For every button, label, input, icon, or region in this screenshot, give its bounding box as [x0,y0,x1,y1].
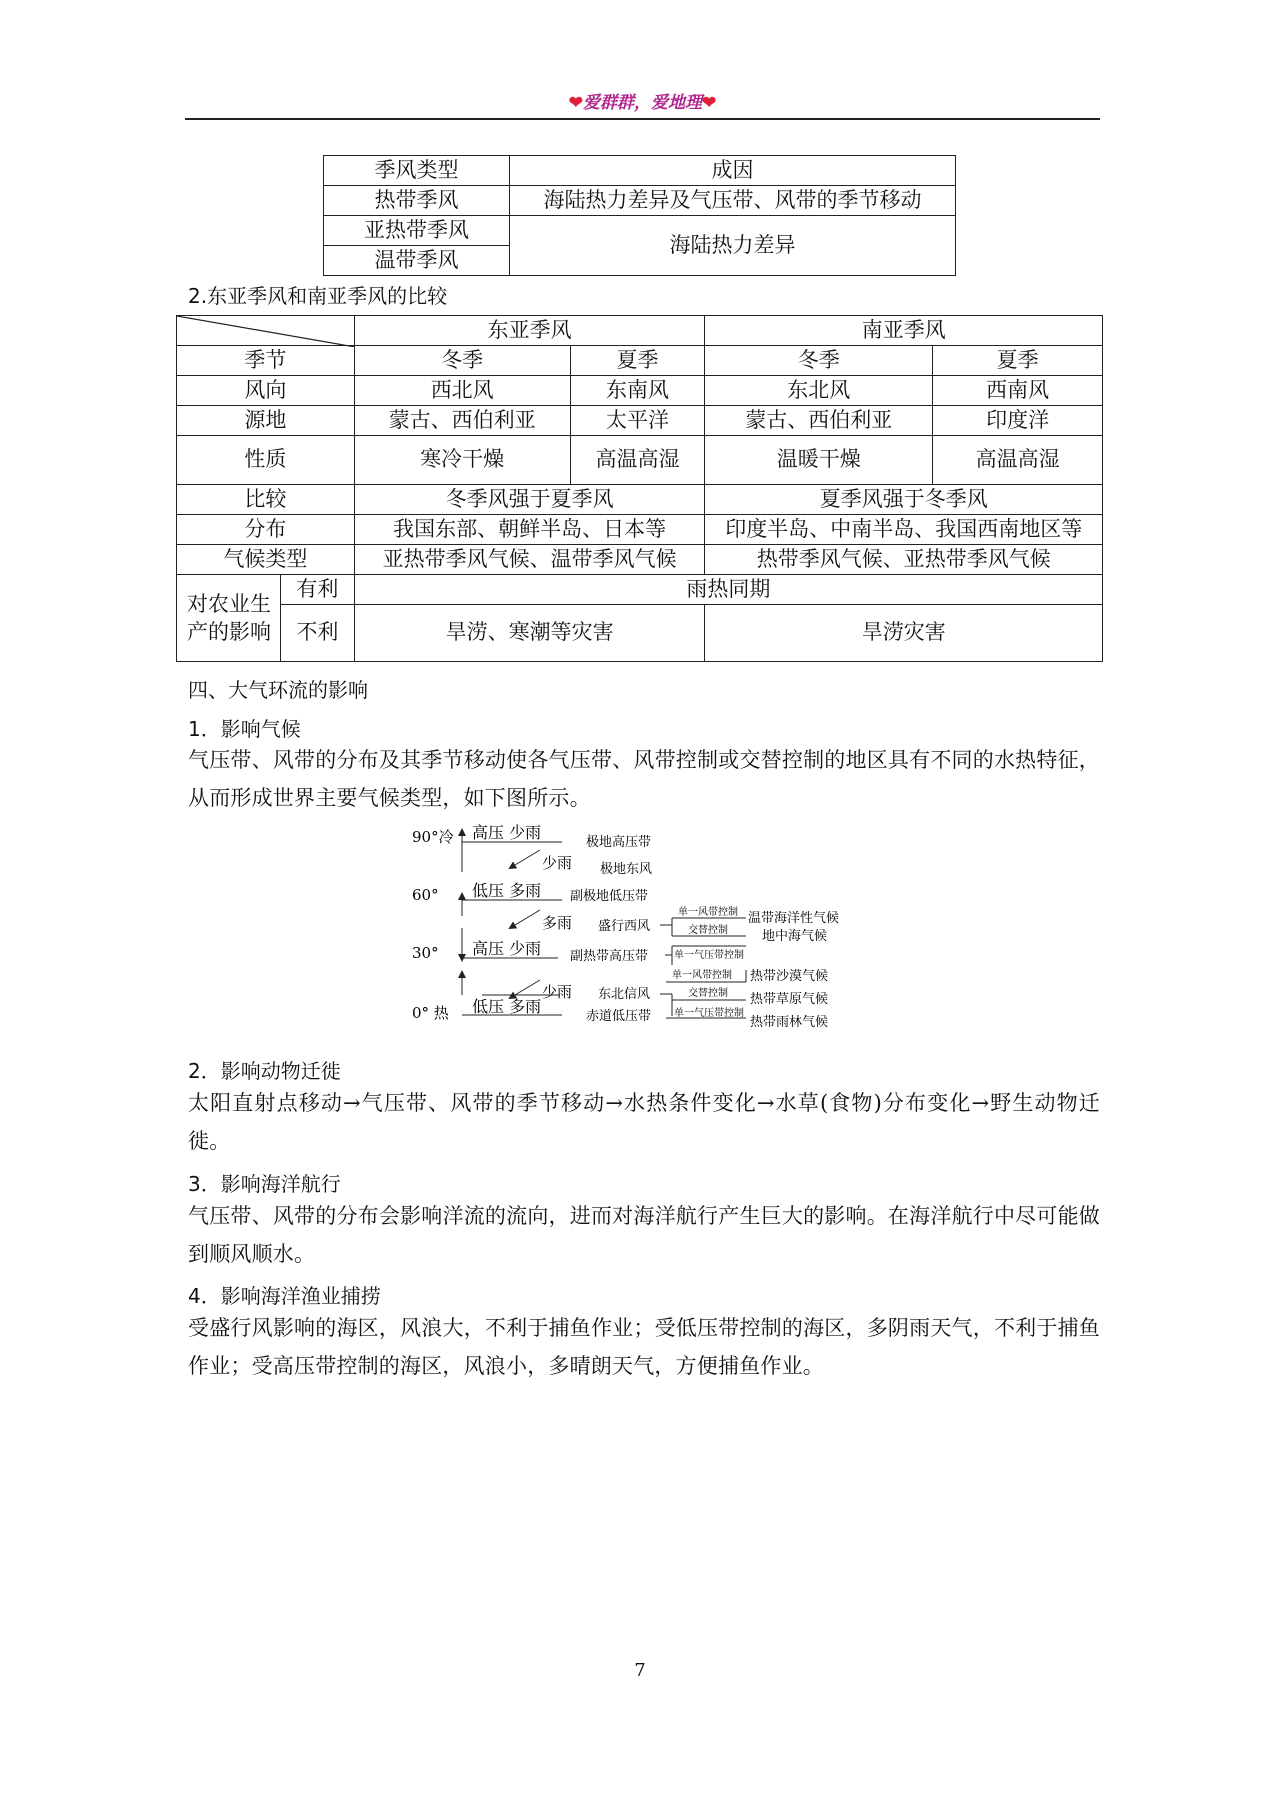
heart-icon: ❤ [568,93,583,113]
diagram-label: 热带草原气候 [750,992,829,1007]
diagram-label: 温带海洋性气候 [748,911,840,926]
diagram-label: 东北信风 [598,987,651,1002]
table-cell: 西南风 [933,376,1103,406]
page-number: 7 [634,1660,646,1681]
header-cell: 成因 [510,156,956,186]
diagram-label: 赤道低压带 [586,1009,652,1024]
diagram-label: 极地高压带 [586,835,652,850]
table-cell: 蒙古、西伯利亚 [705,406,933,436]
table-cell: 冬季风强于夏季风 [354,485,705,515]
row-label: 分布 [177,515,355,545]
table-cell: 太平洋 [570,406,705,436]
paragraph: 气压带、风带的分布会影响洋流的流向，进而对海洋航行产生巨大的影响。在海洋航行中尽可能做到顺风顺水。 [188,1204,1100,1266]
section-title: 2.东亚季风和南亚季风的比较 [188,284,448,308]
table-cell: 我国东部、朝鲜半岛、日本等 [354,515,705,545]
header-cell: 东亚季风 [354,316,705,346]
diagram-label: 单一气压带控制 [674,950,744,961]
row-label: 季节 [177,346,355,376]
lat-label: 0° 热 [412,1004,449,1022]
sub-label: 有利 [280,575,354,605]
table-cell: 夏季 [570,346,705,376]
table-cell: 冬季 [354,346,570,376]
diagram-label: 盛行西风 [598,919,651,934]
table-cell: 雨热同期 [354,575,1102,605]
diagonal-line [177,316,355,347]
subsection-title: 4．影响海洋渔业捕捞 [188,1284,381,1308]
header-text: 爱群群，爱地理 [583,93,702,113]
monsoon-comparison-table [176,315,1103,662]
table-cell: 热带季风气候、亚热带季风气候 [705,545,1103,575]
table-cell: 夏季 [933,346,1103,376]
table-cell: 旱涝、寒潮等灾害 [354,605,705,662]
table-cell: 印度洋 [933,406,1103,436]
diagram-label: 少雨 [542,854,573,872]
table-cell: 寒冷干燥 [354,436,570,485]
row-label: 比较 [177,485,355,515]
diagram-label: 热带雨林气候 [750,1015,829,1030]
subsection-title: 3．影响海洋航行 [188,1172,341,1196]
table-cell: 西北风 [354,376,570,406]
section-heading: 四、大气环流的影响 [188,678,368,702]
table-cell: 高温高湿 [570,436,705,485]
row-label: 气候类型 [177,545,355,575]
table-cell: 夏季风强于冬季风 [705,485,1103,515]
lat-label: 60° [412,886,439,904]
table-cell: 热带季风 [324,186,510,216]
monsoon-cause-table [323,155,956,276]
diagram-label: 单一风带控制 [678,907,738,918]
paragraph: 气压带、风带的分布及其季节移动使各气压带、风带控制或交替控制的地区具有不同的水热特征，从而形成世界主要气候类型，如下图所示。 [188,748,1100,810]
diagram-label: 低压 多雨 [472,997,542,1016]
diagram-label: 低压 多雨 [472,881,542,900]
diagram-label: 交替控制 [688,925,728,936]
lat-label: 90°冷 [412,828,454,846]
sub-label: 不利 [280,605,354,662]
diagram-label: 热带沙漠气候 [750,969,829,984]
diagram-label: 副极地低压带 [570,889,649,904]
table-cell: 温暖干燥 [705,436,933,485]
row-label: 源地 [177,406,355,436]
diagram-label: 地中海气候 [762,929,828,944]
header-cell: 季风类型 [324,156,510,186]
table-cell: 海陆热力差异及气压带、风带的季节移动 [510,186,956,216]
diagram-label: 副热带高压带 [570,949,649,964]
subsection-title: 2．影响动物迁徙 [188,1059,341,1083]
table-cell: 东北风 [705,376,933,406]
diagram-label: 交替控制 [688,988,728,999]
table-cell: 亚热带季风气候、温带季风气候 [354,545,705,575]
table-cell: 印度半岛、中南半岛、我国西南地区等 [705,515,1103,545]
table-cell: 旱涝灾害 [705,605,1103,662]
paragraph: 受盛行风影响的海区，风浪大，不利于捕鱼作业；受低压带控制的海区，多阴雨天气，不利于捕鱼作业；受高压带控制的海区，风浪小，多晴朗天气，方便捕鱼作业。 [188,1316,1100,1378]
table-cell: 冬季 [705,346,933,376]
row-label: 性质 [177,436,355,485]
table-cell: 东南风 [570,376,705,406]
table-cell: 高温高湿 [933,436,1103,485]
header-cell: 南亚季风 [705,316,1103,346]
paragraph: 太阳直射点移动→气压带、风带的季节移动→水热条件变化→水草(食物)分布变化→野生动物迁徙。 [188,1091,1100,1153]
table-cell: 温带季风 [324,246,510,276]
climate-diagram [410,820,880,1040]
subsection-title: 1．影响气候 [188,717,301,741]
diagonal-cell [177,316,355,346]
diagram-label: 极地东风 [600,862,653,877]
diagram-label: 高压 少雨 [472,823,542,842]
lat-label: 30° [412,944,439,962]
table-cell: 蒙古、西伯利亚 [354,406,570,436]
row-label: 风向 [177,376,355,406]
table-cell: 海陆热力差异 [510,216,956,276]
diagram-label: 单一风带控制 [672,970,732,981]
row-label: 对农业生产的影响 [177,575,281,662]
diagram-label: 少雨 [542,983,573,1001]
table-cell: 亚热带季风 [324,216,510,246]
page-header [185,88,1100,120]
diagram-label: 高压 少雨 [472,939,542,958]
diagram-label: 多雨 [542,914,573,932]
heart-icon: ❤ [702,93,717,113]
diagram-label: 单一气压带控制 [674,1008,744,1019]
